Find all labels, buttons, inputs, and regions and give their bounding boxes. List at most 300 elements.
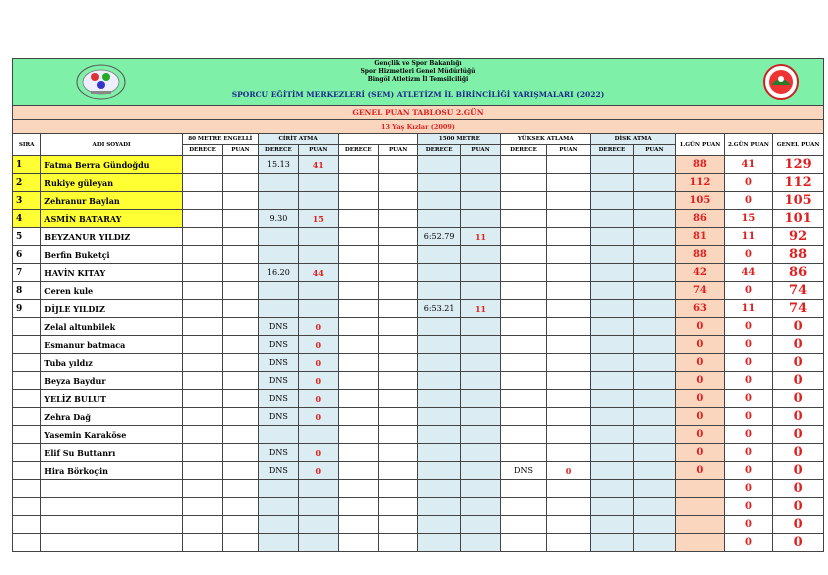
table-row <box>13 462 824 480</box>
col-event-5: YÜKSEK ATLAMA <box>501 134 591 145</box>
derece-cell <box>591 390 633 408</box>
gun1-points: 0 <box>676 336 725 354</box>
derece-cell <box>418 156 460 174</box>
gun1-points: 0 <box>676 390 725 408</box>
derece-cell <box>182 390 222 408</box>
total-points: 86 <box>773 264 824 282</box>
puan-cell <box>546 228 590 246</box>
puan-cell <box>460 516 500 534</box>
total-points: 0 <box>773 426 824 444</box>
derece-cell <box>258 426 298 444</box>
puan-cell <box>223 264 258 282</box>
derece-cell <box>182 174 222 192</box>
gun1-points <box>676 498 725 516</box>
puan-cell <box>633 228 675 246</box>
puan-cell <box>460 336 500 354</box>
athlete-name <box>41 534 183 552</box>
derece-cell <box>182 210 222 228</box>
athlete-name: Berfin Buketçi <box>41 246 183 264</box>
athlete-name <box>41 498 183 516</box>
sheet-subtitle: GENEL PUAN TABLOSU 2.GÜN <box>13 106 824 120</box>
derece-cell <box>418 210 460 228</box>
table-row <box>13 282 824 300</box>
table-row <box>13 516 824 534</box>
rank-cell: 5 <box>13 228 41 246</box>
puan-cell <box>460 498 500 516</box>
derece-cell <box>338 516 378 534</box>
gun2-points: 0 <box>724 462 773 480</box>
puan-cell: 0 <box>299 372 338 390</box>
rank-cell: 4 <box>13 210 41 228</box>
puan-cell <box>633 246 675 264</box>
gun1-points <box>676 534 725 552</box>
rank-cell <box>13 426 41 444</box>
puan-cell: 15 <box>299 210 338 228</box>
puan-cell <box>223 156 258 174</box>
derece-cell: DNS <box>258 354 298 372</box>
derece-cell <box>501 498 546 516</box>
derece-cell <box>501 156 546 174</box>
rank-cell: 7 <box>13 264 41 282</box>
athletics-logo-icon <box>761 63 801 103</box>
athlete-name: Ceren kule <box>41 282 183 300</box>
puan-cell: 41 <box>299 156 338 174</box>
gun2-points: 0 <box>724 426 773 444</box>
puan-cell <box>633 390 675 408</box>
athlete-name: YELİZ BULUT <box>41 390 183 408</box>
puan-cell <box>633 498 675 516</box>
total-points: 88 <box>773 246 824 264</box>
puan-cell <box>546 408 590 426</box>
puan-cell: 0 <box>299 336 338 354</box>
col-event-3 <box>338 134 418 145</box>
derece-cell <box>338 246 378 264</box>
derece-cell <box>258 174 298 192</box>
derece-cell <box>258 300 298 318</box>
derece-cell <box>418 318 460 336</box>
total-points: 0 <box>773 336 824 354</box>
derece-cell <box>501 426 546 444</box>
derece-cell <box>338 336 378 354</box>
score-sheet <box>12 58 824 552</box>
table-row <box>13 318 824 336</box>
puan-cell <box>223 498 258 516</box>
athlete-name: Rukiye güleyan <box>41 174 183 192</box>
col-derece: DERECE <box>182 145 222 156</box>
derece-cell <box>591 462 633 480</box>
puan-cell: 0 <box>299 408 338 426</box>
derece-cell <box>591 318 633 336</box>
derece-cell <box>418 354 460 372</box>
derece-cell <box>418 390 460 408</box>
puan-cell <box>299 534 338 552</box>
puan-cell <box>633 534 675 552</box>
puan-cell <box>546 426 590 444</box>
puan-cell <box>546 210 590 228</box>
gun2-points: 0 <box>724 336 773 354</box>
puan-cell <box>546 282 590 300</box>
derece-cell <box>258 246 298 264</box>
derece-cell <box>338 390 378 408</box>
derece-cell <box>501 318 546 336</box>
puan-cell <box>223 480 258 498</box>
derece-cell <box>182 480 222 498</box>
puan-cell <box>299 426 338 444</box>
table-row <box>13 480 824 498</box>
table-row <box>13 354 824 372</box>
puan-cell <box>223 174 258 192</box>
rank-cell: 9 <box>13 300 41 318</box>
derece-cell <box>338 372 378 390</box>
derece-cell <box>338 264 378 282</box>
total-points: 112 <box>773 174 824 192</box>
derece-cell <box>591 246 633 264</box>
rank-cell <box>13 318 41 336</box>
puan-cell <box>223 354 258 372</box>
athlete-name: Hira Börkoçin <box>41 462 183 480</box>
puan-cell <box>546 390 590 408</box>
puan-cell <box>299 174 338 192</box>
athlete-name: BEYZANUR YILDIZ <box>41 228 183 246</box>
puan-cell <box>223 282 258 300</box>
table-row <box>13 390 824 408</box>
athlete-name: HAVİN KITAY <box>41 264 183 282</box>
athlete-name: Fatma Berra Gündoğdu <box>41 156 183 174</box>
derece-cell <box>182 264 222 282</box>
derece-cell <box>501 372 546 390</box>
derece-cell <box>418 336 460 354</box>
gun2-points: 0 <box>724 408 773 426</box>
rank-cell <box>13 390 41 408</box>
derece-cell <box>258 498 298 516</box>
total-points: 0 <box>773 480 824 498</box>
derece-cell <box>258 282 298 300</box>
gun2-points: 0 <box>724 282 773 300</box>
derece-cell <box>501 282 546 300</box>
puan-cell <box>378 228 417 246</box>
puan-cell <box>378 444 417 462</box>
gun1-points: 0 <box>676 408 725 426</box>
gun1-points: 74 <box>676 282 725 300</box>
col-derece: DERECE <box>418 145 460 156</box>
derece-cell <box>418 480 460 498</box>
puan-cell <box>460 462 500 480</box>
puan-cell <box>223 318 258 336</box>
gun2-points: 15 <box>724 210 773 228</box>
puan-cell <box>223 426 258 444</box>
derece-cell <box>418 498 460 516</box>
derece-cell <box>258 516 298 534</box>
puan-cell <box>460 354 500 372</box>
puan-cell <box>460 210 500 228</box>
gun2-points: 0 <box>724 498 773 516</box>
derece-cell <box>591 174 633 192</box>
table-row <box>13 534 824 552</box>
puan-cell <box>378 282 417 300</box>
derece-cell <box>501 210 546 228</box>
derece-cell <box>501 408 546 426</box>
puan-cell <box>633 282 675 300</box>
puan-cell <box>460 372 500 390</box>
rank-cell <box>13 498 41 516</box>
puan-cell <box>633 444 675 462</box>
puan-cell <box>378 426 417 444</box>
derece-cell <box>418 462 460 480</box>
puan-cell <box>546 498 590 516</box>
col-event-4: 1500 METRE <box>418 134 501 145</box>
col-puan: PUAN <box>378 145 417 156</box>
derece-cell <box>418 408 460 426</box>
col-event-1: 80 METRE ENGELLİ <box>182 134 258 145</box>
derece-cell <box>338 462 378 480</box>
athlete-name: Elif Su Buttanrı <box>41 444 183 462</box>
derece-cell <box>591 534 633 552</box>
col-derece: DERECE <box>591 145 633 156</box>
puan-cell <box>378 354 417 372</box>
puan-cell <box>546 480 590 498</box>
total-points: 0 <box>773 462 824 480</box>
derece-cell <box>182 516 222 534</box>
puan-cell <box>546 534 590 552</box>
derece-cell <box>591 336 633 354</box>
puan-cell <box>378 174 417 192</box>
rank-cell <box>13 462 41 480</box>
puan-cell <box>460 390 500 408</box>
total-points: 0 <box>773 498 824 516</box>
derece-cell <box>501 174 546 192</box>
derece-cell <box>418 192 460 210</box>
puan-cell: 11 <box>460 300 500 318</box>
header-line-1: Gençlik ve Spor Bakanlığı <box>374 60 462 67</box>
derece-cell <box>501 480 546 498</box>
derece-cell <box>501 354 546 372</box>
puan-cell <box>223 462 258 480</box>
derece-cell <box>338 498 378 516</box>
puan-cell <box>223 408 258 426</box>
rank-cell <box>13 354 41 372</box>
derece-cell <box>182 408 222 426</box>
table-row <box>13 444 824 462</box>
gun1-points: 0 <box>676 372 725 390</box>
puan-cell <box>378 336 417 354</box>
gun2-points: 0 <box>724 372 773 390</box>
puan-cell <box>460 408 500 426</box>
puan-cell <box>378 318 417 336</box>
derece-cell <box>338 534 378 552</box>
table-row <box>13 264 824 282</box>
athlete-name: Beyza Baydur <box>41 372 183 390</box>
col-puan: PUAN <box>633 145 675 156</box>
total-points: 0 <box>773 408 824 426</box>
puan-cell: 0 <box>546 462 590 480</box>
gun1-points <box>676 480 725 498</box>
table-row <box>13 300 824 318</box>
col-puan: PUAN <box>460 145 500 156</box>
puan-cell <box>546 264 590 282</box>
puan-cell <box>299 516 338 534</box>
col-sira: SIRA <box>13 134 41 156</box>
table-row <box>13 498 824 516</box>
derece-cell <box>182 156 222 174</box>
derece-cell <box>338 174 378 192</box>
derece-cell <box>258 228 298 246</box>
athlete-name: Yasemin Karaköse <box>41 426 183 444</box>
rank-cell <box>13 372 41 390</box>
derece-cell <box>338 300 378 318</box>
derece-cell <box>591 282 633 300</box>
derece-cell <box>501 336 546 354</box>
puan-cell <box>546 372 590 390</box>
puan-cell <box>546 156 590 174</box>
derece-cell <box>591 480 633 498</box>
total-points: 74 <box>773 300 824 318</box>
gun2-points: 0 <box>724 444 773 462</box>
puan-cell <box>378 534 417 552</box>
puan-cell <box>633 210 675 228</box>
puan-cell <box>223 390 258 408</box>
puan-cell <box>460 192 500 210</box>
derece-cell <box>338 156 378 174</box>
derece-cell: 6:53.21 <box>418 300 460 318</box>
total-points: 101 <box>773 210 824 228</box>
puan-cell <box>223 534 258 552</box>
derece-cell <box>591 300 633 318</box>
puan-cell <box>546 174 590 192</box>
derece-cell <box>338 426 378 444</box>
derece-cell: DNS <box>258 336 298 354</box>
puan-cell <box>460 426 500 444</box>
derece-cell <box>182 336 222 354</box>
puan-cell <box>223 516 258 534</box>
puan-cell <box>460 174 500 192</box>
puan-cell <box>546 354 590 372</box>
puan-cell: 0 <box>299 444 338 462</box>
puan-cell <box>633 336 675 354</box>
puan-cell <box>460 282 500 300</box>
gun2-points: 0 <box>724 192 773 210</box>
rank-cell: 3 <box>13 192 41 210</box>
col-derece: DERECE <box>258 145 298 156</box>
table-row <box>13 228 824 246</box>
puan-cell <box>460 318 500 336</box>
gun2-points: 11 <box>724 300 773 318</box>
derece-cell: 6:52.79 <box>418 228 460 246</box>
derece-cell <box>501 264 546 282</box>
table-row <box>13 156 824 174</box>
derece-cell <box>591 210 633 228</box>
rank-cell <box>13 336 41 354</box>
puan-cell <box>378 516 417 534</box>
athlete-name: Zelal altunbilek <box>41 318 183 336</box>
puan-cell <box>299 192 338 210</box>
derece-cell <box>338 444 378 462</box>
col-puan: PUAN <box>299 145 338 156</box>
table-row <box>13 192 824 210</box>
puan-cell <box>633 462 675 480</box>
gun2-points: 41 <box>724 156 773 174</box>
derece-cell <box>591 228 633 246</box>
athlete-name <box>41 480 183 498</box>
puan-cell <box>378 246 417 264</box>
derece-cell: 15.13 <box>258 156 298 174</box>
puan-cell <box>299 282 338 300</box>
puan-cell: 11 <box>460 228 500 246</box>
table-row <box>13 336 824 354</box>
derece-cell <box>501 300 546 318</box>
gun1-points: 0 <box>676 426 725 444</box>
puan-cell <box>633 174 675 192</box>
gun2-points: 0 <box>724 516 773 534</box>
athlete-name: Zehranur Baylan <box>41 192 183 210</box>
puan-cell <box>633 408 675 426</box>
total-points: 105 <box>773 192 824 210</box>
puan-cell <box>299 480 338 498</box>
puan-cell <box>378 192 417 210</box>
derece-cell <box>182 282 222 300</box>
derece-cell: DNS <box>258 318 298 336</box>
total-points: 0 <box>773 390 824 408</box>
puan-cell <box>546 336 590 354</box>
derece-cell <box>418 246 460 264</box>
gun1-points: 81 <box>676 228 725 246</box>
athlete-name <box>41 516 183 534</box>
puan-cell <box>378 462 417 480</box>
competition-title: SPORCU EĞİTİM MERKEZLERİ (SEM) ATLETİZM İL BİRİNCİLİĞİ YARIŞMALARI (2022) <box>231 90 605 99</box>
derece-cell <box>182 228 222 246</box>
derece-cell <box>182 372 222 390</box>
puan-cell <box>633 354 675 372</box>
gun2-points: 11 <box>724 228 773 246</box>
derece-cell: 9.30 <box>258 210 298 228</box>
derece-cell <box>418 516 460 534</box>
col-derece: DERECE <box>501 145 546 156</box>
athlete-name: Tuba yıldız <box>41 354 183 372</box>
puan-cell <box>223 210 258 228</box>
derece-cell <box>591 516 633 534</box>
derece-cell <box>182 192 222 210</box>
gun1-points: 88 <box>676 156 725 174</box>
gun1-points: 42 <box>676 264 725 282</box>
table-row <box>13 408 824 426</box>
derece-cell <box>182 534 222 552</box>
puan-cell <box>223 444 258 462</box>
gun1-points: 0 <box>676 444 725 462</box>
derece-cell <box>501 228 546 246</box>
derece-cell <box>182 354 222 372</box>
puan-cell <box>460 264 500 282</box>
puan-cell <box>546 246 590 264</box>
gun2-points: 0 <box>724 480 773 498</box>
puan-cell <box>460 246 500 264</box>
puan-cell <box>378 480 417 498</box>
derece-cell <box>591 192 633 210</box>
rank-cell: 2 <box>13 174 41 192</box>
gun2-points: 0 <box>724 354 773 372</box>
derece-cell <box>501 516 546 534</box>
derece-cell <box>591 426 633 444</box>
derece-cell: DNS <box>258 408 298 426</box>
derece-cell: DNS <box>258 444 298 462</box>
table-row <box>13 174 824 192</box>
derece-cell <box>591 444 633 462</box>
puan-cell <box>223 300 258 318</box>
total-points: 74 <box>773 282 824 300</box>
derece-cell <box>591 408 633 426</box>
derece-cell <box>182 444 222 462</box>
puan-cell: 0 <box>299 354 338 372</box>
derece-cell <box>338 408 378 426</box>
gun1-points: 112 <box>676 174 725 192</box>
